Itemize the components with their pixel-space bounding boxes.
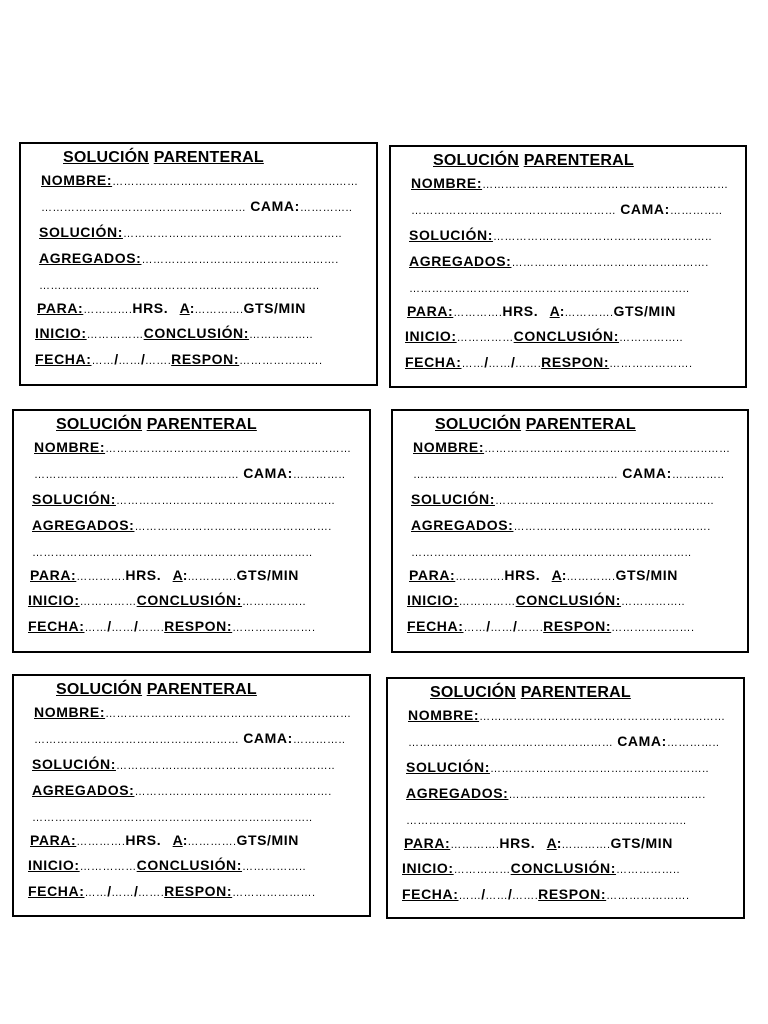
para-label: PARA: [30,567,77,583]
agregados-field: ……………………………………………. [508,789,706,801]
inicio-field: …………… [458,596,516,608]
a-field: …………. [564,307,614,319]
inicio-row [405,327,683,347]
nombre-label: NOMBRE: [411,175,483,191]
para-row [409,566,678,586]
inicio-row [35,324,313,344]
conclusion-field: …………….. [621,596,685,608]
solucion-row [411,490,714,510]
inicio-field: …………… [79,861,137,873]
cama-field: ………….. [671,469,725,481]
form-title [430,683,631,703]
form-label-card-2 [389,145,747,388]
fecha-day: …… [84,887,108,899]
respon-label: RESPON: [164,883,233,899]
fecha-year: ……. [137,887,165,899]
inicio-label: INICIO: [35,325,87,341]
conclusion-label: CONCLUSIÓN: [510,860,617,876]
a-colon: : [561,567,567,583]
fecha-label: FECHA: [407,618,464,634]
gts-label: GTS/MIN [236,567,299,583]
nombre-field: …………………………………………………..…… [105,443,352,455]
cama-field: ………….. [669,205,723,217]
agregados-row [411,516,711,536]
fecha-year: ……. [144,355,172,367]
title-word-parenteral: PARENTERAL [525,416,636,433]
fecha-row [35,350,322,370]
fecha-row [28,882,315,902]
fecha-row [402,885,689,905]
cama-label: CAMA: [617,733,667,749]
a-colon: : [559,303,565,319]
fecha-slash-2: / [513,618,517,634]
hrs-dot: . [163,300,168,316]
respon-field: …………………. [606,890,690,902]
hrs-label: HRS [125,832,157,848]
title-word-parenteral: PARENTERAL [523,152,634,169]
fecha-year: ……. [516,622,544,634]
solucion-field: ……………..………………………………….. [115,495,335,507]
a-colon: : [189,300,195,316]
para-label: PARA: [407,303,454,319]
solucion-label: SOLUCIÓN: [32,756,116,772]
gts-label: GTS/MIN [610,835,673,851]
nombre-row [34,703,351,723]
fecha-slash-2: / [134,883,138,899]
solucion-label: SOLUCIÓN: [39,224,123,240]
solucion-row [32,490,335,510]
title-word-solucion: SOLUCIÓN [430,684,517,701]
agregados-label: AGREGADOS: [411,517,514,533]
nombre-field: …………………………………………………..…… [482,179,729,191]
inicio-field: …………… [79,596,137,608]
agregados-label: AGREGADOS: [406,785,509,801]
blank-line [409,278,690,298]
inicio-row [407,591,685,611]
solucion-label: SOLUCIÓN: [411,491,495,507]
para-field: …………. [453,307,503,319]
agregados-label: AGREGADOS: [39,250,142,266]
cama-row [34,729,345,749]
conclusion-label: CONCLUSIÓN: [143,325,250,341]
fecha-slash-1: / [107,883,112,899]
blank-line-dots: ……………………………………………………………….. [39,280,320,292]
nombre-label: NOMBRE: [41,172,113,188]
cama-field: ………….. [666,737,720,749]
blank-line-dots: ……………………………………………………………….. [409,283,690,295]
solucion-field: ……………..………………………………….. [122,228,342,240]
fecha-slash-1: / [114,351,119,367]
blank-line [406,810,687,830]
a-label: A [551,567,562,583]
a-label: A [172,567,183,583]
form-title [435,415,636,435]
nombre-field: …………………………………………………..…… [105,708,352,720]
nombre-label: NOMBRE: [413,439,485,455]
fecha-slash-1: / [107,618,112,634]
conclusion-field: …………….. [242,861,306,873]
solucion-row [406,758,709,778]
para-label: PARA: [409,567,456,583]
fecha-day: …… [84,622,108,634]
fecha-slash-2: / [511,354,515,370]
cama-label: CAMA: [243,730,293,746]
para-row [30,831,299,851]
fecha-day: …… [458,890,482,902]
hrs-label: HRS [132,300,164,316]
form-title [63,148,264,168]
agregados-row [32,516,332,536]
fecha-label: FECHA: [402,886,459,902]
agregados-row [32,781,332,801]
respon-label: RESPON: [543,618,612,634]
conclusion-label: CONCLUSIÓN: [515,592,622,608]
fecha-slash-1: / [486,618,491,634]
a-label: A [179,300,190,316]
inicio-row [28,591,306,611]
nombre-row [408,706,725,726]
solucion-field: ……………..………………………………….. [115,760,335,772]
inicio-label: INICIO: [405,328,457,344]
form-label-card-4 [391,409,749,653]
conclusion-label: CONCLUSIÓN: [136,857,243,873]
fecha-slash-1: / [484,354,489,370]
form-label-card-3 [12,409,371,653]
hrs-label: HRS [499,835,531,851]
solucion-field: ……………..………………………………….. [489,763,709,775]
fecha-row [405,353,692,373]
hrs-dot: . [530,835,535,851]
agregados-field: ……………………………………………. [134,521,332,533]
respon-field: …………………. [232,887,316,899]
hrs-dot: . [533,303,538,319]
cama-label: CAMA: [620,201,670,217]
conclusion-field: …………….. [616,864,680,876]
gts-label: GTS/MIN [236,832,299,848]
solucion-field: ……………..………………………………….. [492,231,712,243]
nombre-row [411,174,728,194]
blank-line-dots: ……………………………………………………………….. [32,812,313,824]
inicio-field: …………… [456,332,514,344]
fecha-slash-2: / [508,886,512,902]
solucion-label: SOLUCIÓN: [32,491,116,507]
fecha-year: ……. [137,622,165,634]
hrs-dot: . [156,832,161,848]
inicio-row [28,856,306,876]
title-word-solucion: SOLUCIÓN [435,416,522,433]
inicio-label: INICIO: [402,860,454,876]
agregados-field: ……………………………………………. [134,786,332,798]
form-title [56,415,257,435]
agregados-row [39,249,339,269]
agregados-field: ……………………………………………. [141,254,339,266]
blank-line-dots: ……………………………………………………………….. [411,547,692,559]
a-colon: : [182,567,188,583]
title-word-solucion: SOLUCIÓN [56,416,143,433]
nombre-row [34,438,351,458]
conclusion-field: …………….. [249,329,313,341]
respon-field: …………………. [232,622,316,634]
title-word-parenteral: PARENTERAL [153,149,264,166]
conclusion-field: …………….. [619,332,683,344]
form-label-card-6 [386,677,745,919]
solucion-row [32,755,335,775]
agregados-field: ……………………………………………. [513,521,711,533]
agregados-row [406,784,706,804]
nombre-label: NOMBRE: [34,439,106,455]
a-label: A [172,832,183,848]
form-label-card-1 [19,142,378,386]
nombre-label: NOMBRE: [408,707,480,723]
conclusion-label: CONCLUSIÓN: [513,328,620,344]
agregados-label: AGREGADOS: [32,782,135,798]
cama-field: ………….. [299,202,353,214]
title-word-parenteral: PARENTERAL [146,416,257,433]
cama-lead-line: ……………………………………………… [411,205,617,217]
nombre-row [41,171,358,191]
para-label: PARA: [404,835,451,851]
para-field: …………. [76,571,126,583]
nombre-label: NOMBRE: [34,704,106,720]
cama-field: ………….. [292,734,346,746]
title-word-solucion: SOLUCIÓN [63,149,150,166]
para-row [37,299,306,319]
para-label: PARA: [30,832,77,848]
gts-label: GTS/MIN [243,300,306,316]
respon-label: RESPON: [541,354,610,370]
gts-label: GTS/MIN [613,303,676,319]
fecha-month: …… [485,890,508,902]
fecha-day: …… [91,355,115,367]
blank-line [32,807,313,827]
cama-row [408,732,719,752]
fecha-label: FECHA: [35,351,92,367]
inicio-label: INICIO: [28,857,80,873]
para-field: …………. [76,836,126,848]
form-title [56,680,257,700]
cama-row [413,464,724,484]
agregados-field: ……………………………………………. [511,257,709,269]
nombre-field: …………………………………………………..…… [112,176,359,188]
nombre-field: …………………………………………………..…… [479,711,726,723]
a-field: …………. [194,304,244,316]
form-title [433,151,634,171]
hrs-label: HRS [125,567,157,583]
fecha-slash-2: / [141,351,145,367]
respon-field: …………………. [609,358,693,370]
agregados-row [409,252,709,272]
blank-line [411,542,692,562]
fecha-label: FECHA: [28,618,85,634]
respon-field: …………………. [239,355,323,367]
a-colon: : [556,835,562,851]
nombre-field: …………………………………………………..…… [484,443,731,455]
solucion-row [409,226,712,246]
conclusion-label: CONCLUSIÓN: [136,592,243,608]
fecha-slash-2: / [134,618,138,634]
solucion-label: SOLUCIÓN: [409,227,493,243]
inicio-field: …………… [453,864,511,876]
conclusion-field: …………….. [242,596,306,608]
blank-line [39,275,320,295]
inicio-label: INICIO: [28,592,80,608]
respon-field: …………………. [611,622,695,634]
fecha-month: …… [111,887,134,899]
fecha-year: ……. [511,890,539,902]
respon-label: RESPON: [171,351,240,367]
gts-label: GTS/MIN [615,567,678,583]
hrs-dot: . [156,567,161,583]
fecha-label: FECHA: [405,354,462,370]
para-label: PARA: [37,300,84,316]
cama-label: CAMA: [622,465,672,481]
blank-line [32,542,313,562]
a-field: …………. [561,839,611,851]
agregados-label: AGREGADOS: [409,253,512,269]
a-colon: : [182,832,188,848]
fecha-day: …… [463,622,487,634]
cama-lead-line: ……………………………………………… [413,469,619,481]
para-field: …………. [455,571,505,583]
fecha-month: …… [490,622,513,634]
solucion-row [39,223,342,243]
fecha-row [28,617,315,637]
inicio-label: INICIO: [407,592,459,608]
inicio-row [402,859,680,879]
title-word-parenteral: PARENTERAL [146,681,257,698]
para-row [407,302,676,322]
fecha-year: ……. [514,358,542,370]
agregados-label: AGREGADOS: [32,517,135,533]
para-field: …………. [450,839,500,851]
inicio-field: …………… [86,329,144,341]
solucion-label: SOLUCIÓN: [406,759,490,775]
blank-line-dots: ……………………………………………………………….. [406,815,687,827]
title-word-solucion: SOLUCIÓN [56,681,143,698]
a-label: A [546,835,557,851]
cama-lead-line: ……………………………………………… [41,202,247,214]
a-field: …………. [187,836,237,848]
fecha-month: …… [488,358,511,370]
title-word-solucion: SOLUCIÓN [433,152,520,169]
cama-row [41,197,352,217]
cama-label: CAMA: [243,465,293,481]
cama-label: CAMA: [250,198,300,214]
fecha-month: …… [118,355,141,367]
hrs-dot: . [535,567,540,583]
cama-lead-line: ……………………………………………… [408,737,614,749]
hrs-label: HRS [502,303,534,319]
hrs-label: HRS [504,567,536,583]
cama-row [34,464,345,484]
cama-row [411,200,722,220]
fecha-row [407,617,694,637]
fecha-day: …… [461,358,485,370]
cama-field: ………….. [292,469,346,481]
fecha-label: FECHA: [28,883,85,899]
respon-label: RESPON: [538,886,607,902]
nombre-row [413,438,730,458]
fecha-slash-1: / [481,886,486,902]
fecha-month: …… [111,622,134,634]
form-label-card-5 [12,674,371,917]
blank-line-dots: ……………………………………………………………….. [32,547,313,559]
a-field: …………. [187,571,237,583]
respon-label: RESPON: [164,618,233,634]
title-word-parenteral: PARENTERAL [520,684,631,701]
cama-lead-line: ……………………………………………… [34,469,240,481]
para-row [30,566,299,586]
a-field: …………. [566,571,616,583]
cama-lead-line: ……………………………………………… [34,734,240,746]
solucion-field: ……………..………………………………….. [494,495,714,507]
para-row [404,834,673,854]
a-label: A [549,303,560,319]
para-field: …………. [83,304,133,316]
